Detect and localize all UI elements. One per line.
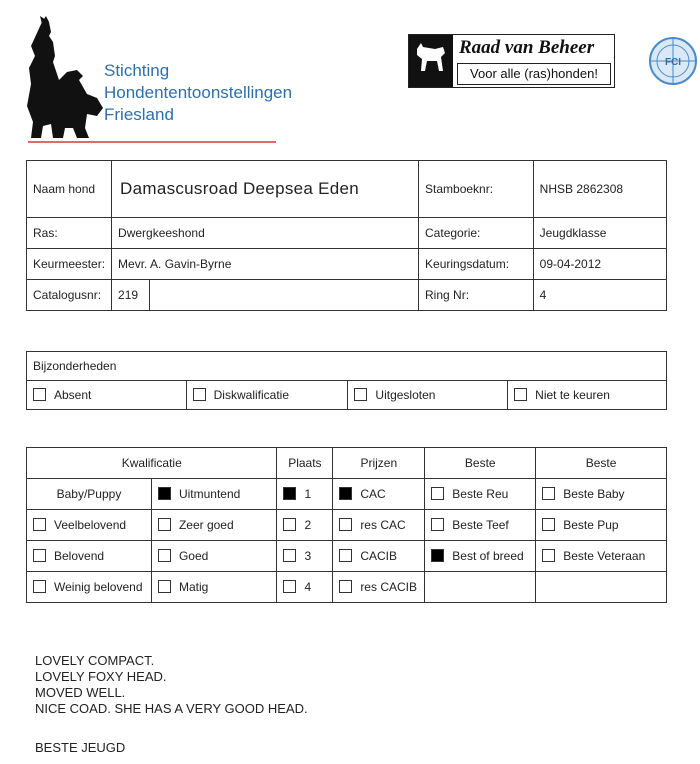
ring-label: Ring Nr: (419, 280, 534, 311)
bijzonderheden-title: Bijzonderheden (27, 352, 667, 381)
cell-label: CACIB (360, 549, 397, 563)
results-row (27, 479, 667, 510)
checkbox-icon[interactable] (339, 487, 352, 500)
categorie-value: Jeugdklasse (533, 218, 666, 249)
bijzonderheden-table (26, 351, 667, 410)
cell-beste-b[interactable] (536, 510, 667, 541)
checkbox-icon[interactable] (193, 388, 206, 401)
ring-value: 4 (533, 280, 666, 311)
checkbox-icon[interactable] (514, 388, 527, 401)
option-label: Diskwalificatie (213, 388, 289, 402)
header-beste-1: Beste (425, 448, 536, 479)
option-label: Niet te keuren (535, 388, 610, 402)
cell-plaats[interactable] (277, 479, 333, 510)
results-row (27, 541, 667, 572)
cell-label: Uitmuntend (178, 487, 241, 501)
checkbox-icon[interactable] (33, 549, 46, 562)
checkbox-icon[interactable] (158, 549, 171, 562)
checkbox-icon[interactable] (542, 487, 555, 500)
fci-globe-icon (648, 32, 698, 90)
checkbox-icon[interactable] (158, 518, 171, 531)
org-name (104, 60, 292, 126)
categorie-label: Categorie: (419, 218, 534, 249)
org-name-line-2: Hondententoonstellingen (104, 83, 293, 102)
cell-label: CAC (360, 487, 386, 501)
cell-label: Goed (178, 549, 209, 563)
cell-beste-a[interactable] (425, 541, 536, 572)
catalogus-empty (150, 280, 419, 311)
cell-beste-b[interactable] (536, 479, 667, 510)
option-label: Absent (54, 388, 92, 402)
cell-beste-a (425, 572, 536, 603)
results-row (27, 510, 667, 541)
checkbox-icon[interactable] (431, 487, 444, 500)
cell-beste-a[interactable] (425, 479, 536, 510)
checkbox-icon[interactable] (431, 518, 444, 531)
option-label: Uitgesloten (375, 388, 436, 402)
checkbox-icon[interactable] (33, 388, 46, 401)
checkbox-icon[interactable] (542, 549, 555, 562)
checkbox-icon[interactable] (542, 518, 555, 531)
header-kwalificatie: Kwalificatie (27, 448, 277, 479)
cell-prijs[interactable] (333, 572, 425, 603)
cell-kwalificatie-b[interactable] (151, 510, 277, 541)
option-diskwalificatie[interactable] (186, 381, 348, 410)
rvb-title: Raad van Beheer (459, 37, 595, 58)
checkbox-icon[interactable] (283, 518, 296, 531)
checkbox-icon[interactable] (354, 388, 367, 401)
checkbox-icon[interactable] (431, 549, 444, 562)
option-niet-te-keuren[interactable] (508, 381, 667, 410)
cell-plaats[interactable] (277, 541, 333, 572)
cell-label: Veelbelovend (54, 518, 127, 532)
stamboek-label: Stamboeknr: (419, 161, 534, 218)
org-name-line-3: Friesland (104, 105, 174, 124)
note-line: NICE COAD. SHE HAS A VERY GOOD HEAD. (35, 701, 308, 716)
cell-label: Best of breed (452, 549, 524, 563)
catalogus-label: Catalogusnr: (27, 280, 112, 311)
results-row (27, 572, 667, 603)
header-prijzen: Prijzen (333, 448, 425, 479)
cell-label: res CACIB (360, 580, 417, 594)
keurmeester-label: Keurmeester: (27, 249, 112, 280)
cell-label: Zeer goed (178, 518, 234, 532)
cell-label: Matig (178, 580, 209, 594)
cell-label: res CAC (360, 518, 406, 532)
ras-value: Dwergkeeshond (112, 218, 419, 249)
cell-prijs[interactable] (333, 541, 425, 572)
dog-details-table (26, 160, 667, 311)
cell-label: Beste Veteraan (563, 549, 646, 563)
checkbox-icon[interactable] (339, 580, 352, 593)
fci-logo (648, 32, 698, 90)
raad-van-beheer-logo (408, 34, 615, 88)
judge-notes (35, 653, 308, 717)
cell-beste-b (536, 572, 667, 603)
cell-label: Weinig belovend (54, 580, 143, 594)
checkbox-icon[interactable] (283, 549, 296, 562)
header-plaats: Plaats (277, 448, 333, 479)
logo-underline (28, 141, 276, 143)
cell-prijs[interactable] (333, 510, 425, 541)
checkbox-icon[interactable] (158, 580, 171, 593)
checkbox-icon[interactable] (33, 518, 46, 531)
results-table (26, 447, 667, 603)
cell-label: Baby/Puppy (56, 487, 122, 501)
cell-plaats[interactable] (277, 572, 333, 603)
stamboek-value: NHSB 2862308 (533, 161, 666, 218)
naam-value: Damascusroad Deepsea Eden (112, 161, 419, 218)
org-name-line-1: Stichting (104, 61, 170, 80)
cell-label: Beste Pup (563, 518, 619, 532)
keuringsdatum-label: Keuringsdatum: (419, 249, 534, 280)
checkbox-icon[interactable] (339, 549, 352, 562)
cell-kwalificatie-b[interactable] (151, 572, 277, 603)
note-line: LOVELY FOXY HEAD. (35, 669, 167, 684)
header-beste-2: Beste (536, 448, 667, 479)
dogs-silhouette-icon (20, 14, 110, 139)
cell-kwalificatie-b[interactable] (151, 479, 277, 510)
cell-label: Beste Reu (452, 487, 509, 501)
keurmeester-value: Mevr. A. Gavin-Byrne (112, 249, 419, 280)
note-line: MOVED WELL. (35, 685, 126, 700)
cell-prijs[interactable] (333, 479, 425, 510)
cell-beste-a[interactable] (425, 510, 536, 541)
cell-label: Belovend (54, 549, 105, 563)
checkbox-icon[interactable] (339, 518, 352, 531)
checkbox-icon[interactable] (283, 580, 296, 593)
checkbox-icon[interactable] (158, 487, 171, 500)
cell-beste-b[interactable] (536, 541, 667, 572)
cell-kwalificatie-a[interactable] (27, 510, 152, 541)
checkbox-icon[interactable] (33, 580, 46, 593)
cell-label: Beste Teef (452, 518, 509, 532)
catalogus-value: 219 (112, 280, 150, 311)
naam-label: Naam hond (27, 161, 112, 218)
rvb-subtitle: Voor alle (ras)honden! (457, 63, 611, 85)
final-verdict: BESTE JEUGD (35, 740, 126, 755)
cell-label: 2 (304, 518, 312, 532)
option-absent[interactable] (27, 381, 187, 410)
cell-kwalificatie-a (27, 479, 152, 510)
cell-label: 4 (304, 580, 312, 594)
results-body (27, 479, 667, 603)
ras-label: Ras: (27, 218, 112, 249)
dog-icon (409, 35, 453, 87)
checkbox-icon[interactable] (283, 487, 296, 500)
cell-label: Beste Baby (563, 487, 625, 501)
option-uitgesloten[interactable] (348, 381, 508, 410)
cell-label: 1 (304, 487, 312, 501)
cell-plaats[interactable] (277, 510, 333, 541)
cell-kwalificatie-a[interactable] (27, 541, 152, 572)
cell-kwalificatie-a[interactable] (27, 572, 152, 603)
note-line: LOVELY COMPACT. (35, 653, 155, 668)
keuringsdatum-value: 09-04-2012 (533, 249, 666, 280)
fci-label: FCI (664, 57, 682, 68)
cell-kwalificatie-b[interactable] (151, 541, 277, 572)
cell-label: 3 (304, 549, 312, 563)
